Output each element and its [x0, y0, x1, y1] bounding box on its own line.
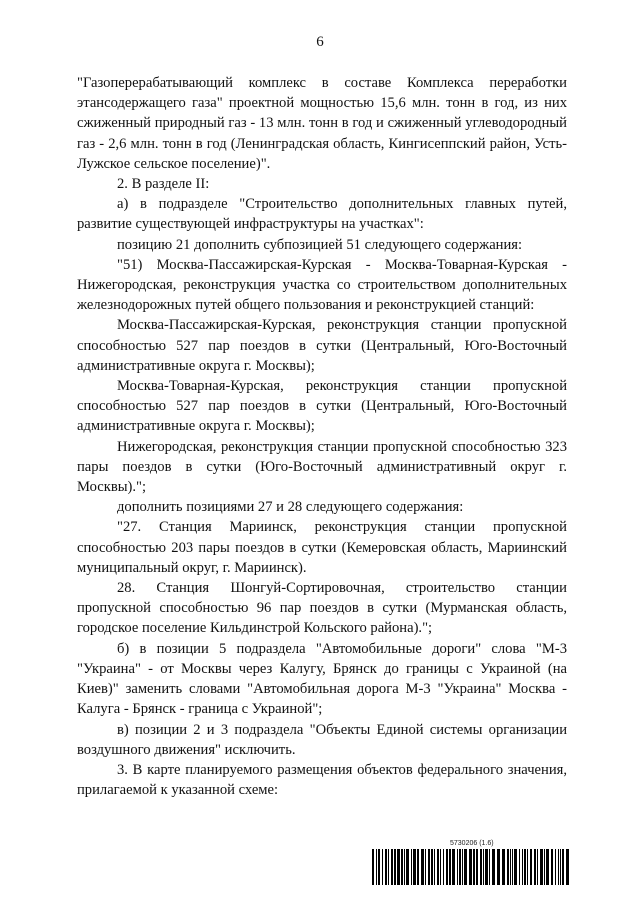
paragraph: 3. В карте планируемого размещения объектов федерального значения, прилагаемой к указанной схеме:: [77, 761, 567, 799]
paragraph: Москва-Пассажирская-Курская, реконструкция станции пропускной способностью 527 пар поездов в сутки (Центральный, Юго-Восточный административные округа г. Москвы);: [77, 317, 567, 374]
paragraph: "27. Станция Мариинск, реконструкция станции пропускной способностью 203 пары поездов в сутки (Кемеровская область, Мариинский муниципальный округ, г. Мариинск).: [77, 519, 567, 576]
paragraph: в) позиции 2 и 3 подраздела "Объекты Единой системы организации воздушного движения" исключить.: [77, 721, 567, 758]
barcode-block: [372, 840, 572, 888]
paragraph: "Газоперерабатывающий комплекс в составе Комплекса переработки этансодержащего газа" проектной мощностью 15,6 млн. тонн в год, из них сжиженный природный газ - 13 млн. тонн в год и сжиженный углеводородный газ - 2,6 млн. тонн в год (Ленинградская область, Кингисеппский район, Усть-Лужское сельское поселение)".: [77, 75, 567, 172]
paragraph: а) в подразделе "Строительство дополнительных главных путей, развитие существующей инфраструктуры на участках":: [77, 196, 567, 233]
document-body: [77, 73, 567, 800]
paragraph: позицию 21 дополнить субпозицией 51 следующего содержания:: [117, 236, 523, 253]
paragraph: Нижегородская, реконструкция станции пропускной способностью 323 пары поездов в сутки (Юго-Восточный административный округ г. Москвы).";: [77, 438, 567, 496]
barcode-gap: [569, 849, 570, 885]
paragraph: б) в позиции 5 подраздела "Автомобильные дороги" слова "М-3 "Украина" - от Москвы через Калугу, Брянск до границы с Украиной (на Киев)" заменить словами "Автомобильная дорога М-3 "Украина" Москва - Калуга - Брянск - граница с Украиной";: [77, 640, 567, 718]
paragraph: Москва-Товарная-Курская, реконструкция станции пропускной способностью 527 пар поездов в сутки (Центральный, Юго-Восточный административные округа г. Москвы);: [77, 378, 567, 435]
barcode-label: 5730206 (1.6): [450, 840, 494, 847]
paragraph: дополнить позициями 27 и 28 следующего содержания:: [117, 499, 464, 516]
page-number: 6: [316, 34, 324, 50]
section-heading: 2. В разделе II:: [117, 176, 210, 193]
barcode-image: [372, 849, 570, 885]
paragraph: "51) Москва-Пассажирская-Курская - Москва-Товарная-Курская - Нижегородская, реконструкция участка со строительством дополнительных железнодорожных путей общего пользования и реконструкцией станций:: [77, 256, 567, 314]
paragraph: 28. Станция Шонгуй-Сортировочная, строительство станции пропускной способностью 96 пар поездов в сутки (Мурманская область, городское поселение Кильдинстрой Кольского района).";: [77, 580, 567, 637]
